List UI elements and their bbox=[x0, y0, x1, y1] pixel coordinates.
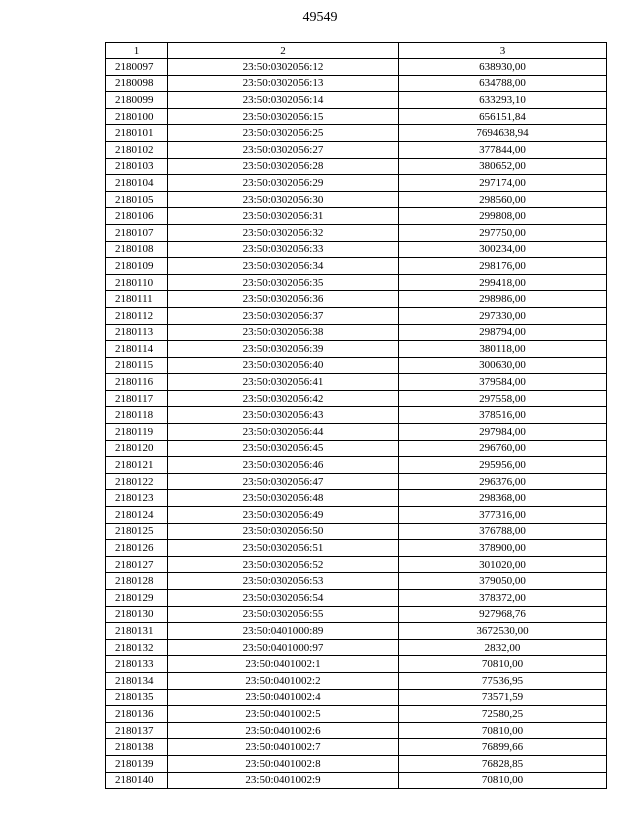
table-row bbox=[106, 175, 607, 192]
table-row bbox=[106, 307, 607, 324]
cadastral-number-cell: 23:50:0302056:50 bbox=[168, 523, 399, 540]
table-row bbox=[106, 523, 607, 540]
table-row bbox=[106, 141, 607, 158]
value-cell: 638930,00 bbox=[399, 59, 607, 76]
value-cell: 297174,00 bbox=[399, 175, 607, 192]
table-row bbox=[106, 341, 607, 358]
table-row bbox=[106, 208, 607, 225]
cadastral-number-cell: 23:50:0401002:2 bbox=[168, 672, 399, 689]
table-row bbox=[106, 656, 607, 673]
row-id-cell: 2180116 bbox=[106, 374, 168, 391]
value-cell: 298176,00 bbox=[399, 258, 607, 275]
table-row bbox=[106, 590, 607, 607]
table-row bbox=[106, 424, 607, 441]
cadastral-number-cell: 23:50:0302056:33 bbox=[168, 241, 399, 258]
table-row bbox=[106, 689, 607, 706]
cadastral-number-cell: 23:50:0302056:51 bbox=[168, 540, 399, 557]
cadastral-number-cell: 23:50:0302056:31 bbox=[168, 208, 399, 225]
table-header-row bbox=[106, 43, 607, 59]
table-row bbox=[106, 573, 607, 590]
table-row bbox=[106, 158, 607, 175]
row-id-cell: 2180117 bbox=[106, 390, 168, 407]
row-id-cell: 2180106 bbox=[106, 208, 168, 225]
table-row bbox=[106, 59, 607, 76]
table-row bbox=[106, 623, 607, 640]
cadastral-number-cell: 23:50:0401002:4 bbox=[168, 689, 399, 706]
row-id-cell: 2180102 bbox=[106, 141, 168, 158]
value-cell: 76899,66 bbox=[399, 739, 607, 756]
table-row bbox=[106, 507, 607, 524]
value-cell: 298986,00 bbox=[399, 291, 607, 308]
table-row bbox=[106, 772, 607, 789]
cadastral-number-cell: 23:50:0302056:47 bbox=[168, 473, 399, 490]
table-row bbox=[106, 407, 607, 424]
row-id-cell: 2180103 bbox=[106, 158, 168, 175]
value-cell: 298368,00 bbox=[399, 490, 607, 507]
cadastral-number-cell: 23:50:0302056:30 bbox=[168, 191, 399, 208]
cadastral-number-cell: 23:50:0302056:27 bbox=[168, 141, 399, 158]
column-header-3: 3 bbox=[399, 43, 607, 59]
value-cell: 298794,00 bbox=[399, 324, 607, 341]
row-id-cell: 2180115 bbox=[106, 357, 168, 374]
value-cell: 7694638,94 bbox=[399, 125, 607, 142]
cadastral-number-cell: 23:50:0302056:48 bbox=[168, 490, 399, 507]
row-id-cell: 2180104 bbox=[106, 175, 168, 192]
table-row bbox=[106, 540, 607, 557]
table-row bbox=[106, 457, 607, 474]
cadastral-number-cell: 23:50:0302056:43 bbox=[168, 407, 399, 424]
value-cell: 70810,00 bbox=[399, 772, 607, 789]
cadastral-number-cell: 23:50:0302056:34 bbox=[168, 258, 399, 275]
table-row bbox=[106, 755, 607, 772]
value-cell: 300630,00 bbox=[399, 357, 607, 374]
table-row bbox=[106, 473, 607, 490]
row-id-cell: 2180132 bbox=[106, 639, 168, 656]
table-row bbox=[106, 191, 607, 208]
table-row bbox=[106, 722, 607, 739]
table-row bbox=[106, 490, 607, 507]
value-cell: 76828,85 bbox=[399, 755, 607, 772]
cadastral-number-cell: 23:50:0302056:49 bbox=[168, 507, 399, 524]
table-row bbox=[106, 274, 607, 291]
row-id-cell: 2180114 bbox=[106, 341, 168, 358]
cadastral-number-cell: 23:50:0302056:53 bbox=[168, 573, 399, 590]
value-cell: 297330,00 bbox=[399, 307, 607, 324]
value-cell: 297558,00 bbox=[399, 390, 607, 407]
row-id-cell: 2180136 bbox=[106, 706, 168, 723]
cadastral-number-cell: 23:50:0401002:6 bbox=[168, 722, 399, 739]
table-row bbox=[106, 706, 607, 723]
value-cell: 295956,00 bbox=[399, 457, 607, 474]
cadastral-number-cell: 23:50:0401002:1 bbox=[168, 656, 399, 673]
value-cell: 378516,00 bbox=[399, 407, 607, 424]
row-id-cell: 2180127 bbox=[106, 556, 168, 573]
table-row bbox=[106, 258, 607, 275]
table-row bbox=[106, 224, 607, 241]
cadastral-number-cell: 23:50:0401000:97 bbox=[168, 639, 399, 656]
row-id-cell: 2180139 bbox=[106, 755, 168, 772]
value-cell: 380652,00 bbox=[399, 158, 607, 175]
value-cell: 297984,00 bbox=[399, 424, 607, 441]
row-id-cell: 2180111 bbox=[106, 291, 168, 308]
table-body bbox=[106, 59, 607, 789]
cadastral-number-cell: 23:50:0302056:12 bbox=[168, 59, 399, 76]
row-id-cell: 2180101 bbox=[106, 125, 168, 142]
row-id-cell: 2180129 bbox=[106, 590, 168, 607]
cadastral-number-cell: 23:50:0302056:14 bbox=[168, 92, 399, 109]
cadastral-number-cell: 23:50:0302056:55 bbox=[168, 606, 399, 623]
cadastral-number-cell: 23:50:0302056:41 bbox=[168, 374, 399, 391]
value-cell: 299808,00 bbox=[399, 208, 607, 225]
table-row bbox=[106, 75, 607, 92]
data-table bbox=[105, 42, 607, 789]
value-cell: 300234,00 bbox=[399, 241, 607, 258]
value-cell: 378372,00 bbox=[399, 590, 607, 607]
row-id-cell: 2180119 bbox=[106, 424, 168, 441]
row-id-cell: 2180108 bbox=[106, 241, 168, 258]
row-id-cell: 2180137 bbox=[106, 722, 168, 739]
table-row bbox=[106, 556, 607, 573]
table-row bbox=[106, 739, 607, 756]
row-id-cell: 2180134 bbox=[106, 672, 168, 689]
cadastral-number-cell: 23:50:0302056:46 bbox=[168, 457, 399, 474]
table-row bbox=[106, 390, 607, 407]
row-id-cell: 2180121 bbox=[106, 457, 168, 474]
table-row bbox=[106, 374, 607, 391]
row-id-cell: 2180099 bbox=[106, 92, 168, 109]
cadastral-number-cell: 23:50:0302056:54 bbox=[168, 590, 399, 607]
cadastral-number-cell: 23:50:0401000:89 bbox=[168, 623, 399, 640]
value-cell: 377844,00 bbox=[399, 141, 607, 158]
value-cell: 633293,10 bbox=[399, 92, 607, 109]
row-id-cell: 2180130 bbox=[106, 606, 168, 623]
table-row bbox=[106, 291, 607, 308]
cadastral-number-cell: 23:50:0302056:39 bbox=[168, 341, 399, 358]
row-id-cell: 2180110 bbox=[106, 274, 168, 291]
cadastral-number-cell: 23:50:0401002:8 bbox=[168, 755, 399, 772]
row-id-cell: 2180098 bbox=[106, 75, 168, 92]
cadastral-number-cell: 23:50:0401002:5 bbox=[168, 706, 399, 723]
row-id-cell: 2180105 bbox=[106, 191, 168, 208]
table-row bbox=[106, 125, 607, 142]
value-cell: 380118,00 bbox=[399, 341, 607, 358]
table-row bbox=[106, 324, 607, 341]
row-id-cell: 2180131 bbox=[106, 623, 168, 640]
value-cell: 379050,00 bbox=[399, 573, 607, 590]
row-id-cell: 2180140 bbox=[106, 772, 168, 789]
cadastral-number-cell: 23:50:0302056:25 bbox=[168, 125, 399, 142]
row-id-cell: 2180126 bbox=[106, 540, 168, 557]
row-id-cell: 2180118 bbox=[106, 407, 168, 424]
cadastral-number-cell: 23:50:0302056:15 bbox=[168, 108, 399, 125]
value-cell: 378900,00 bbox=[399, 540, 607, 557]
cadastral-number-cell: 23:50:0302056:32 bbox=[168, 224, 399, 241]
cadastral-number-cell: 23:50:0302056:44 bbox=[168, 424, 399, 441]
value-cell: 70810,00 bbox=[399, 656, 607, 673]
value-cell: 379584,00 bbox=[399, 374, 607, 391]
value-cell: 296376,00 bbox=[399, 473, 607, 490]
row-id-cell: 2180112 bbox=[106, 307, 168, 324]
table-row bbox=[106, 241, 607, 258]
row-id-cell: 2180100 bbox=[106, 108, 168, 125]
row-id-cell: 2180135 bbox=[106, 689, 168, 706]
value-cell: 297750,00 bbox=[399, 224, 607, 241]
cadastral-number-cell: 23:50:0302056:42 bbox=[168, 390, 399, 407]
value-cell: 2832,00 bbox=[399, 639, 607, 656]
table-row bbox=[106, 440, 607, 457]
row-id-cell: 2180124 bbox=[106, 507, 168, 524]
value-cell: 73571,59 bbox=[399, 689, 607, 706]
table-row bbox=[106, 108, 607, 125]
cadastral-number-cell: 23:50:0302056:45 bbox=[168, 440, 399, 457]
row-id-cell: 2180107 bbox=[106, 224, 168, 241]
table-row bbox=[106, 606, 607, 623]
value-cell: 77536,95 bbox=[399, 672, 607, 689]
value-cell: 72580,25 bbox=[399, 706, 607, 723]
column-header-2: 2 bbox=[168, 43, 399, 59]
column-header-1: 1 bbox=[106, 43, 168, 59]
row-id-cell: 2180138 bbox=[106, 739, 168, 756]
table-row bbox=[106, 357, 607, 374]
value-cell: 634788,00 bbox=[399, 75, 607, 92]
table-row bbox=[106, 639, 607, 656]
row-id-cell: 2180120 bbox=[106, 440, 168, 457]
value-cell: 301020,00 bbox=[399, 556, 607, 573]
row-id-cell: 2180109 bbox=[106, 258, 168, 275]
value-cell: 376788,00 bbox=[399, 523, 607, 540]
row-id-cell: 2180122 bbox=[106, 473, 168, 490]
value-cell: 656151,84 bbox=[399, 108, 607, 125]
cadastral-number-cell: 23:50:0302056:38 bbox=[168, 324, 399, 341]
row-id-cell: 2180133 bbox=[106, 656, 168, 673]
value-cell: 296760,00 bbox=[399, 440, 607, 457]
table-row bbox=[106, 672, 607, 689]
cadastral-number-cell: 23:50:0302056:35 bbox=[168, 274, 399, 291]
cadastral-number-cell: 23:50:0302056:36 bbox=[168, 291, 399, 308]
value-cell: 927968,76 bbox=[399, 606, 607, 623]
cadastral-number-cell: 23:50:0302056:40 bbox=[168, 357, 399, 374]
row-id-cell: 2180128 bbox=[106, 573, 168, 590]
cadastral-number-cell: 23:50:0401002:7 bbox=[168, 739, 399, 756]
cadastral-number-cell: 23:50:0302056:28 bbox=[168, 158, 399, 175]
cadastral-number-cell: 23:50:0401002:9 bbox=[168, 772, 399, 789]
cadastral-number-cell: 23:50:0302056:37 bbox=[168, 307, 399, 324]
value-cell: 298560,00 bbox=[399, 191, 607, 208]
value-cell: 70810,00 bbox=[399, 722, 607, 739]
page-number: 49549 bbox=[302, 10, 338, 25]
row-id-cell: 2180125 bbox=[106, 523, 168, 540]
row-id-cell: 2180123 bbox=[106, 490, 168, 507]
value-cell: 299418,00 bbox=[399, 274, 607, 291]
cadastral-number-cell: 23:50:0302056:13 bbox=[168, 75, 399, 92]
value-cell: 3672530,00 bbox=[399, 623, 607, 640]
row-id-cell: 2180113 bbox=[106, 324, 168, 341]
value-cell: 377316,00 bbox=[399, 507, 607, 524]
table-row bbox=[106, 92, 607, 109]
cadastral-number-cell: 23:50:0302056:29 bbox=[168, 175, 399, 192]
row-id-cell: 2180097 bbox=[106, 59, 168, 76]
cadastral-number-cell: 23:50:0302056:52 bbox=[168, 556, 399, 573]
